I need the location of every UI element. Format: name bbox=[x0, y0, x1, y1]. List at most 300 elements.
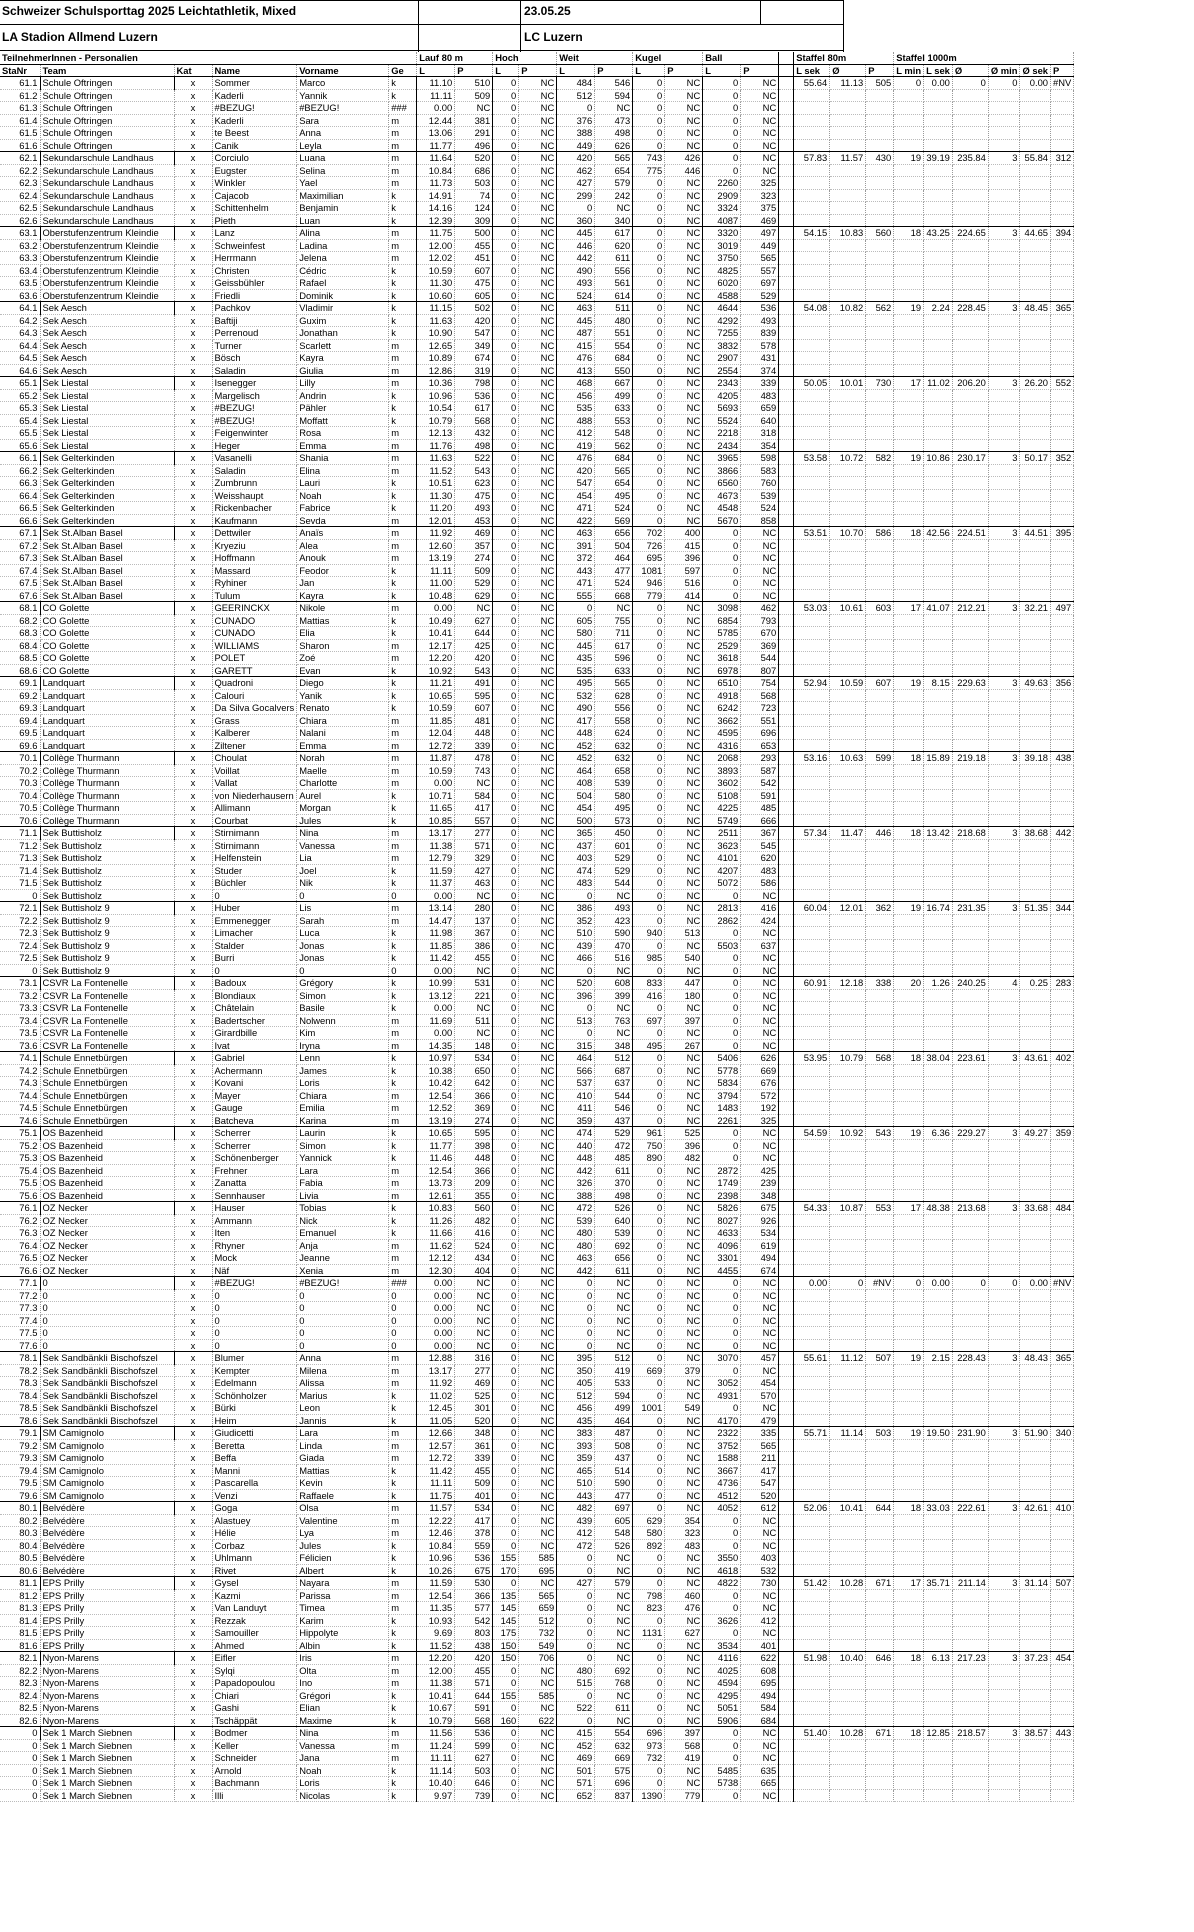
cell-ball-p: 529 bbox=[741, 289, 779, 302]
cell-weit-l: 442 bbox=[557, 252, 595, 265]
cell-hoch-l: 0 bbox=[493, 1414, 519, 1427]
cell-s1000-avgsek bbox=[1020, 352, 1051, 365]
cell-stanr: 64.3 bbox=[0, 327, 40, 340]
cell-weit-p: 550 bbox=[595, 364, 633, 377]
cell-s80-l bbox=[794, 177, 830, 190]
cell-hoch-l: 0 bbox=[493, 427, 519, 440]
cell-kugel-p: 513 bbox=[665, 927, 703, 940]
cell-s1000-avgsek bbox=[1020, 1152, 1051, 1165]
cell-ball-l: 4633 bbox=[703, 1227, 741, 1240]
cell-ball-p: NC bbox=[741, 1589, 779, 1602]
cell-s1000-p bbox=[1051, 814, 1074, 827]
cell-weit-p: 485 bbox=[595, 1152, 633, 1165]
cell-s1000-avg bbox=[952, 1752, 988, 1765]
cell-weit-l: 435 bbox=[557, 652, 595, 665]
cell-kugel-p: NC bbox=[665, 1214, 703, 1227]
cell-kugel-l: 0 bbox=[633, 114, 665, 127]
cell-s80-p bbox=[866, 1302, 894, 1315]
cell-ball-l: 0 bbox=[703, 1527, 741, 1540]
cell-kugel-p: 447 bbox=[665, 977, 703, 990]
cell-weit-l: 487 bbox=[557, 327, 595, 340]
cell-s80-p bbox=[866, 1177, 894, 1190]
cell-s80-avg: 10.92 bbox=[830, 1127, 866, 1140]
cell-name: Feigenwinter bbox=[212, 427, 297, 440]
cell-weit-l: 454 bbox=[557, 802, 595, 815]
cell-ball-l: 0 bbox=[703, 1789, 741, 1802]
cell-s1000-avgmin bbox=[988, 102, 1020, 115]
cell-s1000-avgmin bbox=[988, 289, 1020, 302]
cell-s80-p bbox=[866, 852, 894, 865]
cell-name: Dettwiler bbox=[212, 527, 297, 540]
cell-s80-p bbox=[866, 1414, 894, 1427]
cell-s1000-avg: 229.27 bbox=[952, 1127, 988, 1140]
cell-ball-l: 3019 bbox=[703, 239, 741, 252]
cell-kugel-l: 0 bbox=[633, 1264, 665, 1277]
cell-lauf-l: 11.57 bbox=[417, 1502, 455, 1515]
spacer bbox=[779, 402, 794, 415]
cell-ball-p: 335 bbox=[741, 1427, 779, 1440]
cell-s1000-avg bbox=[952, 314, 988, 327]
cell-team: CO Golette bbox=[40, 639, 174, 652]
cell-s80-avg bbox=[830, 1589, 866, 1602]
table-row bbox=[0, 1027, 1074, 1040]
cell-s80-l bbox=[794, 852, 830, 865]
cell-kat: x bbox=[174, 527, 212, 540]
cell-s1000-avg bbox=[952, 1177, 988, 1190]
cell-vorname: Evan bbox=[297, 664, 389, 677]
cell-team: Sek Sandbänkli Bischofszel bbox=[40, 1352, 174, 1365]
cell-weit-l: 445 bbox=[557, 639, 595, 652]
cell-s1000-p bbox=[1051, 1702, 1074, 1715]
cell-s1000-lmin: 17 bbox=[894, 1202, 924, 1215]
cell-s1000-lsek bbox=[924, 802, 953, 815]
cell-ge: k bbox=[389, 1214, 417, 1227]
cell-kugel-l: 0 bbox=[633, 439, 665, 452]
table-row bbox=[0, 89, 1074, 102]
cell-ball-p: 534 bbox=[741, 1227, 779, 1240]
cell-s1000-avgmin bbox=[988, 1764, 1020, 1777]
cell-stanr: 76.6 bbox=[0, 1264, 40, 1277]
cell-kugel-l: 0 bbox=[633, 714, 665, 727]
cell-s1000-avg bbox=[952, 1527, 988, 1540]
cell-s80-l bbox=[794, 627, 830, 640]
cell-ball-p: NC bbox=[741, 1289, 779, 1302]
cell-stanr: 62.5 bbox=[0, 202, 40, 215]
cell-s80-l: 51.98 bbox=[794, 1652, 830, 1665]
cell-hoch-p: NC bbox=[519, 514, 557, 527]
cell-s1000-lmin: 17 bbox=[894, 1577, 924, 1590]
cell-vorname: Nalani bbox=[297, 727, 389, 740]
cell-lauf-l: 10.49 bbox=[417, 614, 455, 627]
cell-kat: x bbox=[174, 214, 212, 227]
cell-stanr: 63.3 bbox=[0, 252, 40, 265]
cell-s80-l: 53.95 bbox=[794, 1052, 830, 1065]
col-header-s1000-avgmin: Ø min bbox=[988, 64, 1020, 77]
cell-vorname: 0 bbox=[297, 889, 389, 902]
cell-lauf-p: 274 bbox=[455, 1114, 493, 1127]
cell-s80-avg bbox=[830, 1089, 866, 1102]
cell-weit-p: 590 bbox=[595, 927, 633, 940]
cell-s80-avg bbox=[830, 402, 866, 415]
cell-hoch-l: 0 bbox=[493, 1789, 519, 1802]
table-row bbox=[0, 977, 1074, 990]
cell-s1000-lsek bbox=[924, 1614, 953, 1627]
cell-ball-l: 6020 bbox=[703, 277, 741, 290]
cell-weit-p: 546 bbox=[595, 77, 633, 90]
cell-lauf-p: 617 bbox=[455, 402, 493, 415]
cell-ge: k bbox=[389, 1414, 417, 1427]
cell-stanr: 67.3 bbox=[0, 552, 40, 565]
cell-s1000-lsek: 42.56 bbox=[924, 527, 953, 540]
spacer bbox=[779, 77, 794, 90]
cell-hoch-p: NC bbox=[519, 1139, 557, 1152]
cell-lauf-p: 739 bbox=[455, 1789, 493, 1802]
cell-s1000-lmin: 19 bbox=[894, 302, 924, 315]
table-row bbox=[0, 1777, 1074, 1790]
cell-s80-p bbox=[866, 1602, 894, 1615]
cell-kat: x bbox=[174, 889, 212, 902]
table-row bbox=[0, 727, 1074, 740]
cell-kugel-p: 483 bbox=[665, 1539, 703, 1552]
cell-name: Allimann bbox=[212, 802, 297, 815]
cell-s80-avg bbox=[830, 1677, 866, 1690]
cell-hoch-l: 0 bbox=[493, 1264, 519, 1277]
cell-s80-l bbox=[794, 1189, 830, 1202]
cell-s1000-avg: 211.14 bbox=[952, 1577, 988, 1590]
cell-s1000-avgsek bbox=[1020, 1514, 1051, 1527]
cell-lauf-l: 11.52 bbox=[417, 1639, 455, 1652]
table-row bbox=[0, 564, 1074, 577]
section-weit: Weit bbox=[557, 52, 633, 64]
cell-hoch-l: 0 bbox=[493, 1352, 519, 1365]
cell-name: Pieth bbox=[212, 214, 297, 227]
cell-kugel-p: NC bbox=[665, 1114, 703, 1127]
cell-vorname: Timea bbox=[297, 1602, 389, 1615]
cell-vorname: Luca bbox=[297, 927, 389, 940]
cell-hoch-l: 0 bbox=[493, 902, 519, 915]
cell-hoch-p: NC bbox=[519, 152, 557, 165]
cell-kat: x bbox=[174, 927, 212, 940]
cell-name: #BEZUG! bbox=[212, 414, 297, 427]
cell-team: Collège Thurmann bbox=[40, 802, 174, 815]
spacer bbox=[779, 1327, 794, 1340]
cell-team: Belvédère bbox=[40, 1539, 174, 1552]
cell-s1000-lsek bbox=[924, 427, 953, 440]
cell-s1000-avg bbox=[952, 264, 988, 277]
cell-s1000-avgsek: 44.51 bbox=[1020, 527, 1051, 540]
cell-hoch-l: 0 bbox=[493, 439, 519, 452]
cell-weit-l: 439 bbox=[557, 939, 595, 952]
cell-lauf-l: 11.10 bbox=[417, 77, 455, 90]
cell-kat: x bbox=[174, 752, 212, 765]
cell-kat: x bbox=[174, 802, 212, 815]
cell-lauf-l: 12.20 bbox=[417, 652, 455, 665]
cell-s1000-lsek bbox=[924, 464, 953, 477]
cell-vorname: Chiara bbox=[297, 1089, 389, 1102]
cell-s80-p bbox=[866, 202, 894, 215]
cell-s80-p bbox=[866, 1214, 894, 1227]
cell-team: Sekundarschule Landhaus bbox=[40, 177, 174, 190]
cell-name: Kryeziu bbox=[212, 539, 297, 552]
spacer bbox=[779, 1402, 794, 1415]
cell-name: Manni bbox=[212, 1464, 297, 1477]
cell-s80-l bbox=[794, 164, 830, 177]
cell-ball-p: NC bbox=[741, 139, 779, 152]
cell-s1000-p bbox=[1051, 664, 1074, 677]
cell-weit-p: 640 bbox=[595, 1214, 633, 1227]
cell-s80-p bbox=[866, 1089, 894, 1102]
cell-kat: x bbox=[174, 1664, 212, 1677]
cell-kat: x bbox=[174, 1652, 212, 1665]
cell-s80-p bbox=[866, 877, 894, 890]
cell-team: CSVR La Fontenelle bbox=[40, 989, 174, 1002]
cell-vorname: Norah bbox=[297, 752, 389, 765]
cell-ge: m bbox=[389, 1739, 417, 1752]
cell-s1000-lsek: 0.00 bbox=[924, 77, 953, 90]
cell-name: Heger bbox=[212, 439, 297, 452]
cell-s1000-lsek bbox=[924, 314, 953, 327]
cell-kat: x bbox=[174, 77, 212, 90]
cell-s80-p bbox=[866, 1714, 894, 1727]
cell-vorname: Emilia bbox=[297, 1102, 389, 1115]
cell-s1000-lmin bbox=[894, 1564, 924, 1577]
cell-kugel-l: 0 bbox=[633, 639, 665, 652]
cell-s80-avg bbox=[830, 1402, 866, 1415]
table-row bbox=[0, 1114, 1074, 1127]
cell-stanr: 68.6 bbox=[0, 664, 40, 677]
cell-kugel-p: NC bbox=[665, 864, 703, 877]
cell-lauf-l: 12.65 bbox=[417, 339, 455, 352]
cell-hoch-l: 0 bbox=[493, 1302, 519, 1315]
cell-s80-p bbox=[866, 1627, 894, 1640]
cell-hoch-p: NC bbox=[519, 952, 557, 965]
cell-s1000-lmin bbox=[894, 239, 924, 252]
cell-stanr: 75.4 bbox=[0, 1164, 40, 1177]
cell-team: OZ Necker bbox=[40, 1264, 174, 1277]
cell-s80-l bbox=[794, 89, 830, 102]
cell-weit-l: 395 bbox=[557, 1352, 595, 1365]
cell-s1000-p bbox=[1051, 339, 1074, 352]
cell-s1000-lmin bbox=[894, 1114, 924, 1127]
cell-s1000-avgsek bbox=[1020, 714, 1051, 727]
cell-s1000-avgmin bbox=[988, 1164, 1020, 1177]
table-row bbox=[0, 102, 1074, 115]
cell-s1000-avgmin bbox=[988, 989, 1020, 1002]
cell-s80-l bbox=[794, 477, 830, 490]
cell-vorname: Alina bbox=[297, 227, 389, 240]
cell-s1000-avgsek bbox=[1020, 402, 1051, 415]
cell-hoch-p: 549 bbox=[519, 1639, 557, 1652]
cell-hoch-l: 0 bbox=[493, 139, 519, 152]
cell-lauf-p: 277 bbox=[455, 1364, 493, 1377]
cell-s1000-lmin: 0 bbox=[894, 1277, 924, 1290]
cell-ge: m bbox=[389, 777, 417, 790]
cell-stanr: 65.1 bbox=[0, 377, 40, 390]
cell-ge: m bbox=[389, 639, 417, 652]
cell-s1000-avgmin bbox=[988, 1214, 1020, 1227]
cell-kugel-l: 0 bbox=[633, 727, 665, 740]
cell-s1000-avgmin bbox=[988, 1552, 1020, 1565]
cell-s80-p bbox=[866, 1452, 894, 1465]
cell-hoch-p: NC bbox=[519, 1252, 557, 1265]
cell-ball-l: 6978 bbox=[703, 664, 741, 677]
cell-weit-l: 532 bbox=[557, 689, 595, 702]
cell-vorname: Nick bbox=[297, 1214, 389, 1227]
cell-s1000-avgmin bbox=[988, 877, 1020, 890]
cell-lauf-l: 10.41 bbox=[417, 627, 455, 640]
cell-hoch-p: NC bbox=[519, 689, 557, 702]
cell-s1000-lmin bbox=[894, 1614, 924, 1627]
cell-vorname: Nik bbox=[297, 877, 389, 890]
cell-s1000-lsek: 38.04 bbox=[924, 1052, 953, 1065]
spacer bbox=[779, 902, 794, 915]
cell-ge: m bbox=[389, 377, 417, 390]
cell-stanr: 71.5 bbox=[0, 877, 40, 890]
cell-s1000-lmin: 18 bbox=[894, 227, 924, 240]
cell-hoch-l: 0 bbox=[493, 127, 519, 140]
cell-s80-avg bbox=[830, 1464, 866, 1477]
cell-hoch-l: 0 bbox=[493, 1052, 519, 1065]
spacer bbox=[779, 164, 794, 177]
cell-team: Sek Buttisholz 9 bbox=[40, 952, 174, 965]
cell-lauf-p: 316 bbox=[455, 1352, 493, 1365]
cell-hoch-l: 0 bbox=[493, 589, 519, 602]
cell-ball-l: 0 bbox=[703, 1602, 741, 1615]
cell-s1000-avgmin bbox=[988, 1302, 1020, 1315]
cell-s1000-avgmin bbox=[988, 802, 1020, 815]
cell-lauf-l: 11.42 bbox=[417, 1464, 455, 1477]
cell-s1000-p: 344 bbox=[1051, 902, 1074, 915]
cell-s1000-avgsek bbox=[1020, 1027, 1051, 1040]
cell-lauf-l: 12.44 bbox=[417, 114, 455, 127]
cell-kat: x bbox=[174, 714, 212, 727]
cell-ball-l: 3320 bbox=[703, 227, 741, 240]
cell-s1000-avgsek bbox=[1020, 1302, 1051, 1315]
cell-s1000-p bbox=[1051, 639, 1074, 652]
cell-lauf-l: 11.11 bbox=[417, 89, 455, 102]
cell-s1000-avgmin: 3 bbox=[988, 1652, 1020, 1665]
cell-weit-l: 427 bbox=[557, 1577, 595, 1590]
cell-s1000-lsek bbox=[924, 327, 953, 340]
cell-s1000-p bbox=[1051, 477, 1074, 490]
cell-s1000-avg bbox=[952, 914, 988, 927]
cell-kugel-l: 0 bbox=[633, 764, 665, 777]
cell-s1000-p bbox=[1051, 1289, 1074, 1302]
cell-team: Sek Aesch bbox=[40, 364, 174, 377]
cell-kat: x bbox=[174, 1752, 212, 1765]
cell-hoch-l: 0 bbox=[493, 1102, 519, 1115]
cell-name: Weisshaupt bbox=[212, 489, 297, 502]
cell-weit-p: 495 bbox=[595, 802, 633, 815]
spacer bbox=[779, 777, 794, 790]
cell-s1000-lsek bbox=[924, 1689, 953, 1702]
table-row bbox=[0, 1152, 1074, 1165]
cell-team: Sek St.Alban Basel bbox=[40, 539, 174, 552]
cell-s1000-p bbox=[1051, 164, 1074, 177]
cell-kugel-p: NC bbox=[665, 764, 703, 777]
cell-ball-l: 0 bbox=[703, 539, 741, 552]
cell-kat: x bbox=[174, 1239, 212, 1252]
cell-ball-p: 637 bbox=[741, 939, 779, 952]
cell-s80-l: 53.03 bbox=[794, 602, 830, 615]
cell-s80-p bbox=[866, 714, 894, 727]
spacer bbox=[779, 1277, 794, 1290]
cell-s1000-avgmin bbox=[988, 1439, 1020, 1452]
cell-hoch-l: 0 bbox=[493, 689, 519, 702]
cell-team: Sek Sandbänkli Bischofszel bbox=[40, 1364, 174, 1377]
cell-kugel-p: NC bbox=[665, 1252, 703, 1265]
cell-lauf-l: 12.13 bbox=[417, 427, 455, 440]
cell-lauf-p: NC bbox=[455, 1302, 493, 1315]
cell-s1000-lmin bbox=[894, 177, 924, 190]
cell-lauf-l: 11.75 bbox=[417, 1489, 455, 1502]
cell-s80-l bbox=[794, 1414, 830, 1427]
cell-lauf-l: 11.00 bbox=[417, 577, 455, 590]
cell-weit-p: 539 bbox=[595, 777, 633, 790]
cell-weit-l: 405 bbox=[557, 1377, 595, 1390]
cell-stanr: 76.4 bbox=[0, 1239, 40, 1252]
cell-kugel-l: 0 bbox=[633, 389, 665, 402]
cell-name: Voillat bbox=[212, 764, 297, 777]
cell-s1000-lsek bbox=[924, 1777, 953, 1790]
cell-s80-p bbox=[866, 1764, 894, 1777]
cell-s1000-avg bbox=[952, 639, 988, 652]
cell-weit-p: 697 bbox=[595, 1502, 633, 1515]
cell-weit-l: 456 bbox=[557, 389, 595, 402]
cell-lauf-l: 0.00 bbox=[417, 1339, 455, 1352]
cell-ge: k bbox=[389, 814, 417, 827]
cell-team: Collège Thurmann bbox=[40, 814, 174, 827]
cell-lauf-l: 11.38 bbox=[417, 1677, 455, 1690]
cell-s1000-p bbox=[1051, 1639, 1074, 1652]
cell-hoch-p: NC bbox=[519, 1027, 557, 1040]
cell-ball-p: 696 bbox=[741, 727, 779, 740]
cell-kugel-p: NC bbox=[665, 1777, 703, 1790]
cell-ge: k bbox=[389, 1489, 417, 1502]
cell-team: OZ Necker bbox=[40, 1214, 174, 1227]
cell-hoch-p: NC bbox=[519, 602, 557, 615]
cell-weit-l: 513 bbox=[557, 1014, 595, 1027]
cell-s1000-lsek bbox=[924, 714, 953, 727]
cell-s1000-lsek bbox=[924, 389, 953, 402]
cell-s80-l: 60.04 bbox=[794, 902, 830, 915]
cell-s1000-avgmin bbox=[988, 477, 1020, 490]
cell-stanr: 68.3 bbox=[0, 627, 40, 640]
cell-s80-avg bbox=[830, 852, 866, 865]
cell-s1000-p bbox=[1051, 1602, 1074, 1615]
cell-s1000-avgsek bbox=[1020, 339, 1051, 352]
cell-weit-l: 435 bbox=[557, 1414, 595, 1427]
cell-ge: m bbox=[389, 1727, 417, 1740]
table-row bbox=[0, 152, 1074, 165]
cell-weit-l: 480 bbox=[557, 1239, 595, 1252]
cell-s1000-avgsek bbox=[1020, 964, 1051, 977]
cell-kugel-p: NC bbox=[665, 389, 703, 402]
cell-vorname: Karim bbox=[297, 1614, 389, 1627]
spacer bbox=[779, 1039, 794, 1052]
cell-s1000-lmin bbox=[894, 789, 924, 802]
cell-s1000-avgmin bbox=[988, 514, 1020, 527]
cell-kat: x bbox=[174, 1264, 212, 1277]
cell-weit-l: 0 bbox=[557, 1627, 595, 1640]
cell-ball-l: 0 bbox=[703, 1014, 741, 1027]
cell-team: Sek Sandbänkli Bischofszel bbox=[40, 1402, 174, 1415]
cell-s1000-avgsek bbox=[1020, 1489, 1051, 1502]
cell-kugel-l: 0 bbox=[633, 1202, 665, 1215]
cell-s1000-avgmin: 3 bbox=[988, 1427, 1020, 1440]
cell-kugel-p: NC bbox=[665, 727, 703, 740]
cell-weit-l: 452 bbox=[557, 752, 595, 765]
